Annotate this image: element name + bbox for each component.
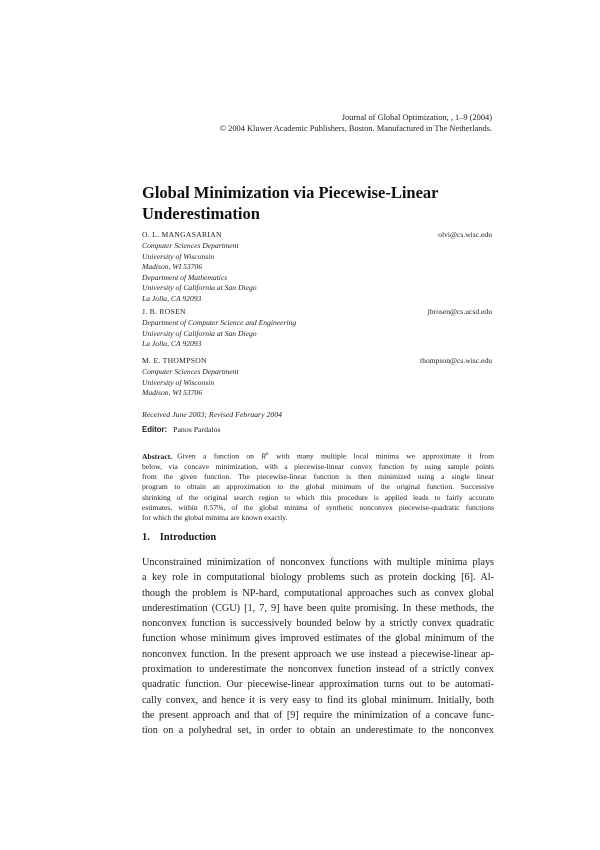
abstract-label: Abstract.: [142, 451, 173, 461]
body-line: Unconstrained minimization of nonconvex functions with multiple minima plays: [142, 557, 494, 568]
paper-title: [142, 182, 482, 224]
body-line: a key role in computational biology problems such as protein docking [6]. Al-: [142, 572, 494, 584]
abstract-line: program to obtain an approximation to the global minimum of the original function. Successive: [142, 482, 494, 492]
received-dates: Received June 2003; Revised February 2004: [142, 410, 283, 419]
author-block: [142, 230, 492, 305]
abstract-line: shrinking of the original search region to which this procedure is applied leads to fairly accurate: [142, 492, 494, 502]
title-line: Global Minimization via Piecewise-Linear: [142, 183, 439, 202]
abstract-line: from the given function. The piecewise-linear function is then minimized using a single linear: [142, 472, 494, 482]
affiliation-line: Computer Sciences Department: [142, 367, 239, 376]
math-symbol-R: R: [261, 451, 266, 461]
author-email: olvi@cs.wisc.edu: [438, 230, 492, 239]
journal-header: [220, 112, 492, 134]
author-name: J. B. ROSEN: [142, 307, 186, 316]
affiliation-line: University of California at San Diego: [142, 328, 257, 338]
affiliation-line: La Jolla, CA 92093: [142, 339, 202, 349]
body-line: function whose minimum gives improved estimates of the global minimum of the: [142, 633, 494, 645]
editor-name: Panos Pardalos: [173, 425, 221, 434]
journal-citation: Journal of Global Optimization, , 1–9 (2004): [341, 113, 492, 122]
title-line: Underestimation: [142, 204, 260, 223]
section-heading: [142, 532, 216, 543]
abstract-line: for which the global minima are known exactly.: [142, 513, 288, 523]
affiliation-line: Department of Mathematics: [142, 272, 228, 282]
abstract-line: Abstract. Given a function on $R^n$ with many multiple local minima we approximate it from: [142, 451, 494, 461]
body-line: though the problem is NP-hard, computational approaches such as convex global: [142, 587, 494, 599]
affiliation-line: University of Wisconsin: [142, 377, 215, 387]
abstract: [142, 449, 494, 524]
author-block: [142, 307, 492, 350]
body-line: quadratic function. Our piecewise-linear approximation turns out to be automati-: [142, 679, 494, 691]
affiliation-line: Department of Computer Science and Engineering: [142, 318, 297, 327]
section-number: 1.: [142, 532, 150, 543]
affiliation-line: La Jolla, CA 92093: [142, 293, 202, 303]
body-line: the present approach and that of [9] require the minimization of a concave func-: [142, 709, 494, 721]
body-paragraph: [142, 555, 494, 739]
copyright-notice: © 2004 Kluwer Academic Publishers, Boston. Manufactured in The Netherlands.: [219, 124, 492, 133]
body-line: underestimation (CGU) [1, 7, 9] have been quite promising. In these methods, the: [142, 602, 494, 614]
affiliation-line: University of Wisconsin: [142, 251, 215, 261]
author-email: jbrosen@cs.ucsd.edu: [427, 307, 492, 316]
editor-label: Editor:: [142, 425, 168, 434]
affiliation-line: Madison, WI 53706: [142, 262, 203, 272]
affiliation-line: Computer Sciences Department: [142, 241, 239, 250]
affiliation-line: University of California at San Diego: [142, 283, 257, 293]
author-block: [142, 356, 492, 399]
affiliation-line: Madison, WI 53706: [142, 388, 203, 398]
body-line: tion on a polyhedral set, in order to obtain an underestimate to the nonconvex: [142, 725, 494, 737]
author-name: M. E. THOMPSON: [142, 356, 207, 365]
body-line: proximation to underestimate the nonconvex function instead of a strictly convex: [142, 664, 494, 676]
body-line: cally convex, and hence it is very easy to find its global minimum. Initially, both: [142, 694, 494, 706]
author-name: O. L. MANGASARIAN: [142, 230, 222, 239]
section-title: Introduction: [159, 532, 217, 543]
body-line: nonconvex function. In the present approach we use instead a piecewise-linear ap-: [142, 648, 494, 660]
abstract-line: estimates, within 0.57%, of the global minima of synthetic nonconvex piecewise-quadratic functions: [142, 503, 494, 513]
author-email: thompson@cs.wisc.edu: [420, 356, 492, 365]
editor-line: [142, 425, 221, 434]
abstract-line: below, via concave minimization, with a piecewise-linear convex function by using sample points: [142, 461, 494, 471]
body-line: nonconvex function is successively bounded below by a strictly convex quadratic: [142, 618, 494, 630]
